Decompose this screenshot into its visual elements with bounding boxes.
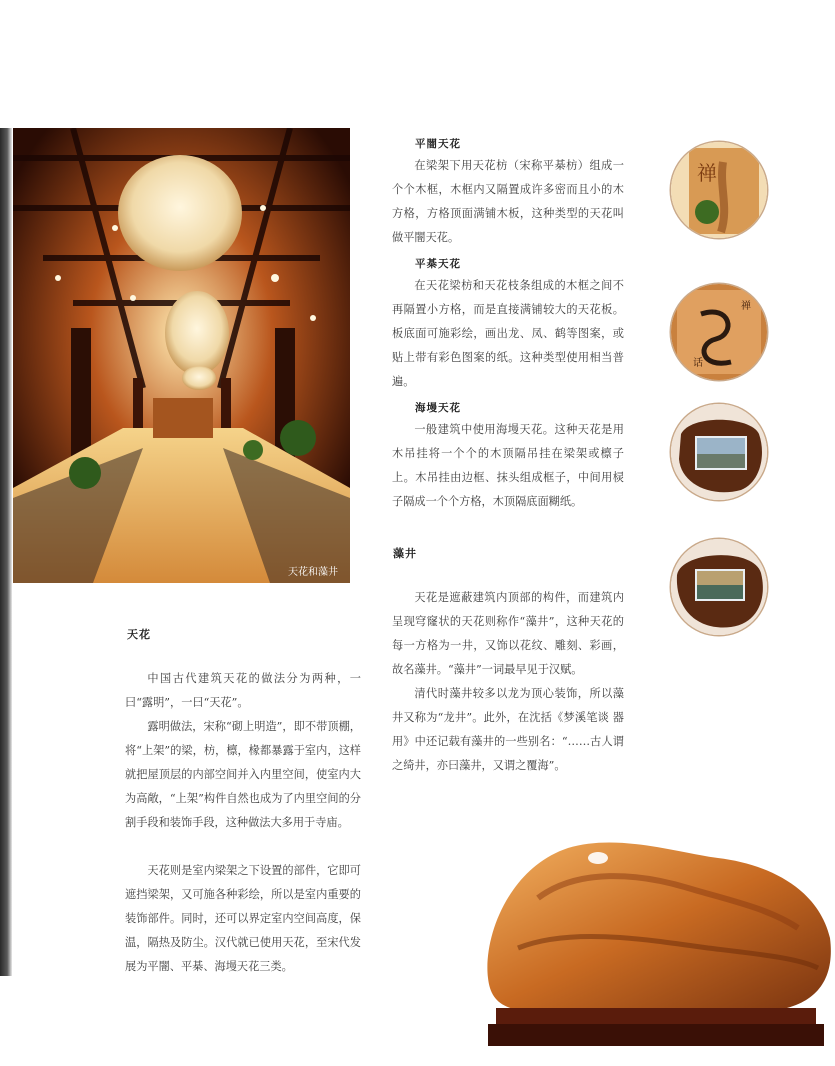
haiman-heading: 海墁天花 bbox=[415, 402, 461, 414]
pingqi-heading: 平棊天花 bbox=[415, 258, 461, 270]
pingan-paragraph: 在梁架下用天花枋（宋称平棊枋）组成一个个木框，木框内又隔置成许多密而且小的木方格，方格顶面满铺木板，这种类型的天花叫做平闇天花。 bbox=[392, 159, 624, 244]
haiman-paragraph: 一般建筑中使用海墁天花。这种天花是用木吊挂将一个个的木顶隔吊挂在梁架或檩子上。木吊挂由边框、抹头组成框子，中间用棂子隔成一个个方格，木顶隔底面糊纸。 bbox=[392, 423, 624, 508]
zen-calligraphy-glyph: 禅 bbox=[697, 161, 717, 185]
hall-photo-illustration bbox=[13, 128, 350, 583]
hall-photo bbox=[13, 128, 350, 583]
framed-landscape-photo-1 bbox=[671, 404, 767, 500]
root-carving-sculpture bbox=[478, 828, 835, 1062]
zen-small-glyph-1: 禅 bbox=[741, 301, 751, 312]
tianhua-paragraph-1: 中国古代建筑天花的做法分为两种，一曰“露明”，一曰“天花”。 bbox=[125, 672, 361, 709]
tianhua-paragraph-3: 天花则是室内梁架之下设置的部件，它即可遮挡梁架，又可施各种彩绘，所以是室内重要的装饰部件。同时，还可以界定室内空间高度，保温，隔热及防尘。汉代就已使用天花，至宋代发展为平闇、平棊、海墁天花三类。 bbox=[125, 864, 361, 973]
pingan-heading: 平闇天花 bbox=[415, 138, 461, 150]
photo-caption: 天花和藻井 bbox=[288, 567, 338, 578]
tianhua-heading: 天花 bbox=[127, 628, 151, 641]
zaojing-paragraph-1: 天花是遮蔽建筑内顶部的构件，而建筑内呈现穹窿状的天花则称作“藻井”，这种天花的每一方格为一井，又饰以花纹、雕刻、彩画，故名藻井。“藻井”一词最早见于汉赋。 bbox=[392, 591, 624, 676]
tianhua-paragraph-2: 露明做法，宋称“砌上明造”，即不带顶棚，将“上架”的梁，枋，檩，椽都暴露于室内，这样就把屋顶层的内部空间并入内里空间，使室内大为高敞，“上架”构件自然也成为了内里空间的分割手段和装饰手段，这种做法大多用于寺庙。 bbox=[125, 720, 361, 829]
framed-landscape-photo-2 bbox=[671, 539, 767, 635]
zaojing-paragraph-2: 清代时藻井较多以龙为顶心装饰，所以藻井又称为“龙井”。此外，在沈括《梦溪笔谈 器用》中还记载有藻井的一些别名：“……古人谓之绮井，亦曰藻井，又谓之覆海”。 bbox=[392, 687, 624, 772]
page-edge-strip bbox=[0, 128, 12, 976]
zen-small-glyph-2: 话 bbox=[693, 358, 703, 369]
zen-calligraphy-photo bbox=[671, 142, 767, 238]
pingqi-paragraph: 在天花梁枋和天花枝条组成的木框之间不再隔置小方格，而是直接满铺较大的天花板。板底面可施彩绘，画出龙、凤、鹤等图案，或贴上带有彩色图案的纸。这种类型使用相当普遍。 bbox=[392, 279, 624, 388]
yinyang-carving-photo bbox=[671, 284, 767, 380]
zaojing-heading: 藻井 bbox=[393, 547, 417, 560]
